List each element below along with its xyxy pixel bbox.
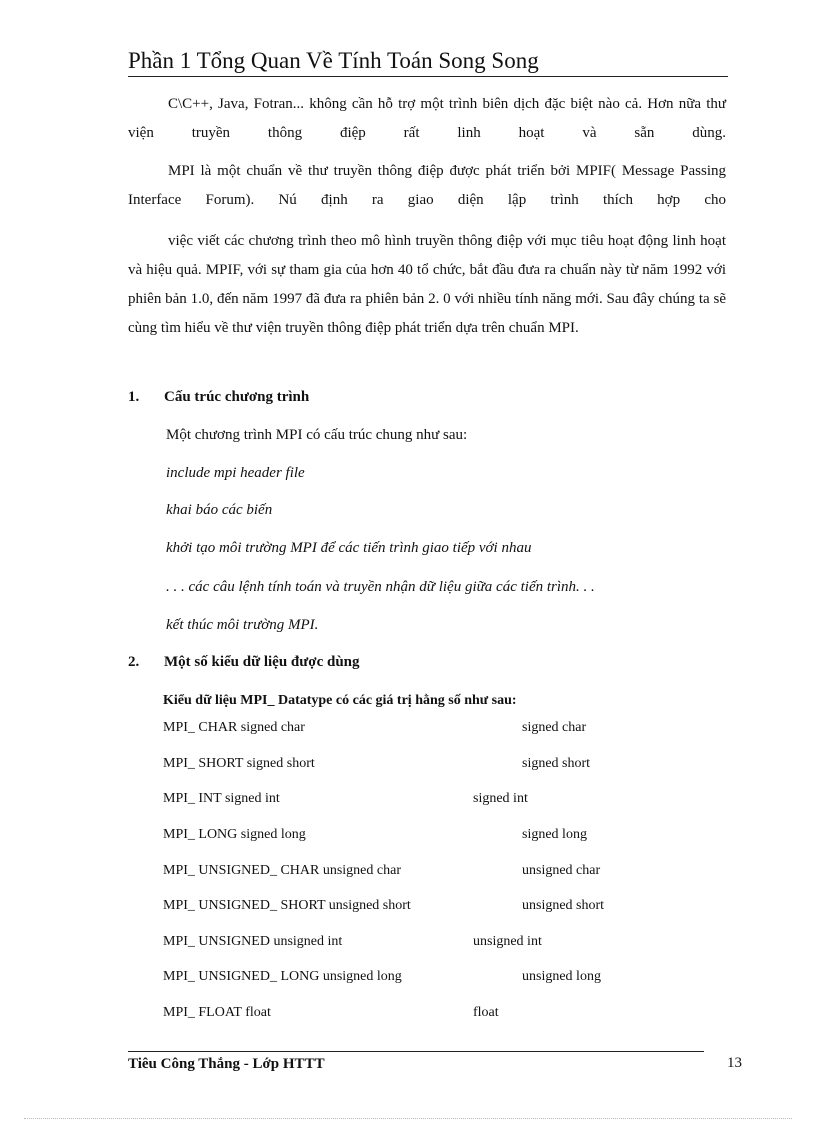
mpi-type-cell: MPI_ UNSIGNED_ CHAR unsigned char (163, 863, 401, 878)
structure-step: kết thúc môi trường MPI. (166, 617, 319, 633)
mpi-type-cell: MPI_ UNSIGNED_ LONG unsigned long (163, 969, 402, 984)
structure-step: khởi tạo môi trường MPI để các tiến trình giao tiếp với nhau (166, 540, 532, 556)
c-type-cell: unsigned short (522, 898, 605, 913)
datatype-row (0, 1005, 816, 1025)
datatype-row (0, 898, 816, 918)
mpi-type-cell: MPI_ INT signed int (163, 791, 280, 806)
section-1-number: 1. (128, 389, 140, 405)
page-header-title: Phần 1 Tổng Quan Về Tính Toán Song Song (128, 48, 539, 73)
page-number: 13 (727, 1055, 742, 1071)
section-2-heading (128, 654, 360, 671)
mpi-type-cell: MPI_ CHAR signed char (163, 720, 305, 735)
c-type-cell: unsigned long (522, 969, 601, 984)
datatype-row (0, 720, 816, 740)
mpi-type-cell: MPI_ SHORT signed short (163, 756, 315, 771)
c-type-cell: unsigned int (473, 934, 542, 949)
c-type-cell: float (473, 1005, 499, 1020)
footer-author: Tiêu Công Thắng - Lớp HTTT (128, 1056, 325, 1072)
c-type-cell: signed int (473, 791, 528, 806)
datatype-row (0, 863, 816, 883)
footer-divider (128, 1051, 704, 1052)
datatype-row (0, 756, 816, 776)
page-boundary (24, 1118, 792, 1119)
datatype-row (0, 827, 816, 847)
section-2-number: 2. (128, 654, 140, 670)
structure-step: khai báo các biến (166, 502, 273, 518)
mpi-type-cell: MPI_ LONG signed long (163, 827, 306, 842)
structure-step: include mpi header file (166, 465, 305, 481)
section-1-title: Cấu trúc chương trình (164, 389, 310, 405)
mpi-type-cell: MPI_ UNSIGNED unsigned int (163, 934, 343, 949)
datatype-row (0, 969, 816, 989)
structure-step: . . . các câu lệnh tính toán và truyền nhận dữ liệu giữa các tiến trình. . . (166, 579, 595, 595)
c-type-cell: signed long (522, 827, 587, 842)
mpi-type-cell: MPI_ FLOAT float (163, 1005, 271, 1020)
datatype-subheading: Kiểu dữ liệu MPI_ Datatype có các giá trị hằng số như sau: (163, 693, 517, 708)
section-1-intro: Một chương trình MPI có cấu trúc chung như sau: (166, 427, 468, 443)
datatype-row (0, 791, 816, 811)
paragraph-2: MPI là một chuẩn về thư truyền thông điệp được phát triển bởi MPIF( Message Passing Interface Forum). Nú định ra giao diện lập trình thích hợp cho (128, 163, 726, 208)
c-type-cell: unsigned char (522, 863, 601, 878)
section-1-heading (128, 389, 309, 406)
section-2-title: Một số kiểu dữ liệu được dùng (164, 654, 360, 670)
c-type-cell: signed short (522, 756, 591, 771)
header-divider (128, 76, 728, 77)
datatype-row (0, 934, 816, 954)
c-type-cell: signed char (522, 720, 587, 735)
mpi-type-cell: MPI_ UNSIGNED_ SHORT unsigned short (163, 898, 411, 913)
paragraph-1: C\C++, Java, Fotran... không cần hỗ trợ một trình biên dịch đặc biệt nào cả. Hơn nữa thư viện truyền thông điệp rất linh hoạt và sẵn dùng. (128, 96, 726, 141)
paragraph-3: việc viết các chương trình theo mô hình truyền thông điệp với mục tiêu hoạt động linh hoạt và hiệu quả. MPIF, với sự tham gia của hơn 40 tổ chức, bắt đầu đưa ra chuẩn này từ năm 1992 với phiên bản 1.0, đến năm 1997 đã đưa ra phiên bản 2. 0 với nhiều tính năng mới. Sau đây chúng ta sẽ cùng tìm hiểu về thư viện truyền thông điệp phát triển dựa trên chuẩn MPI. (128, 233, 726, 336)
